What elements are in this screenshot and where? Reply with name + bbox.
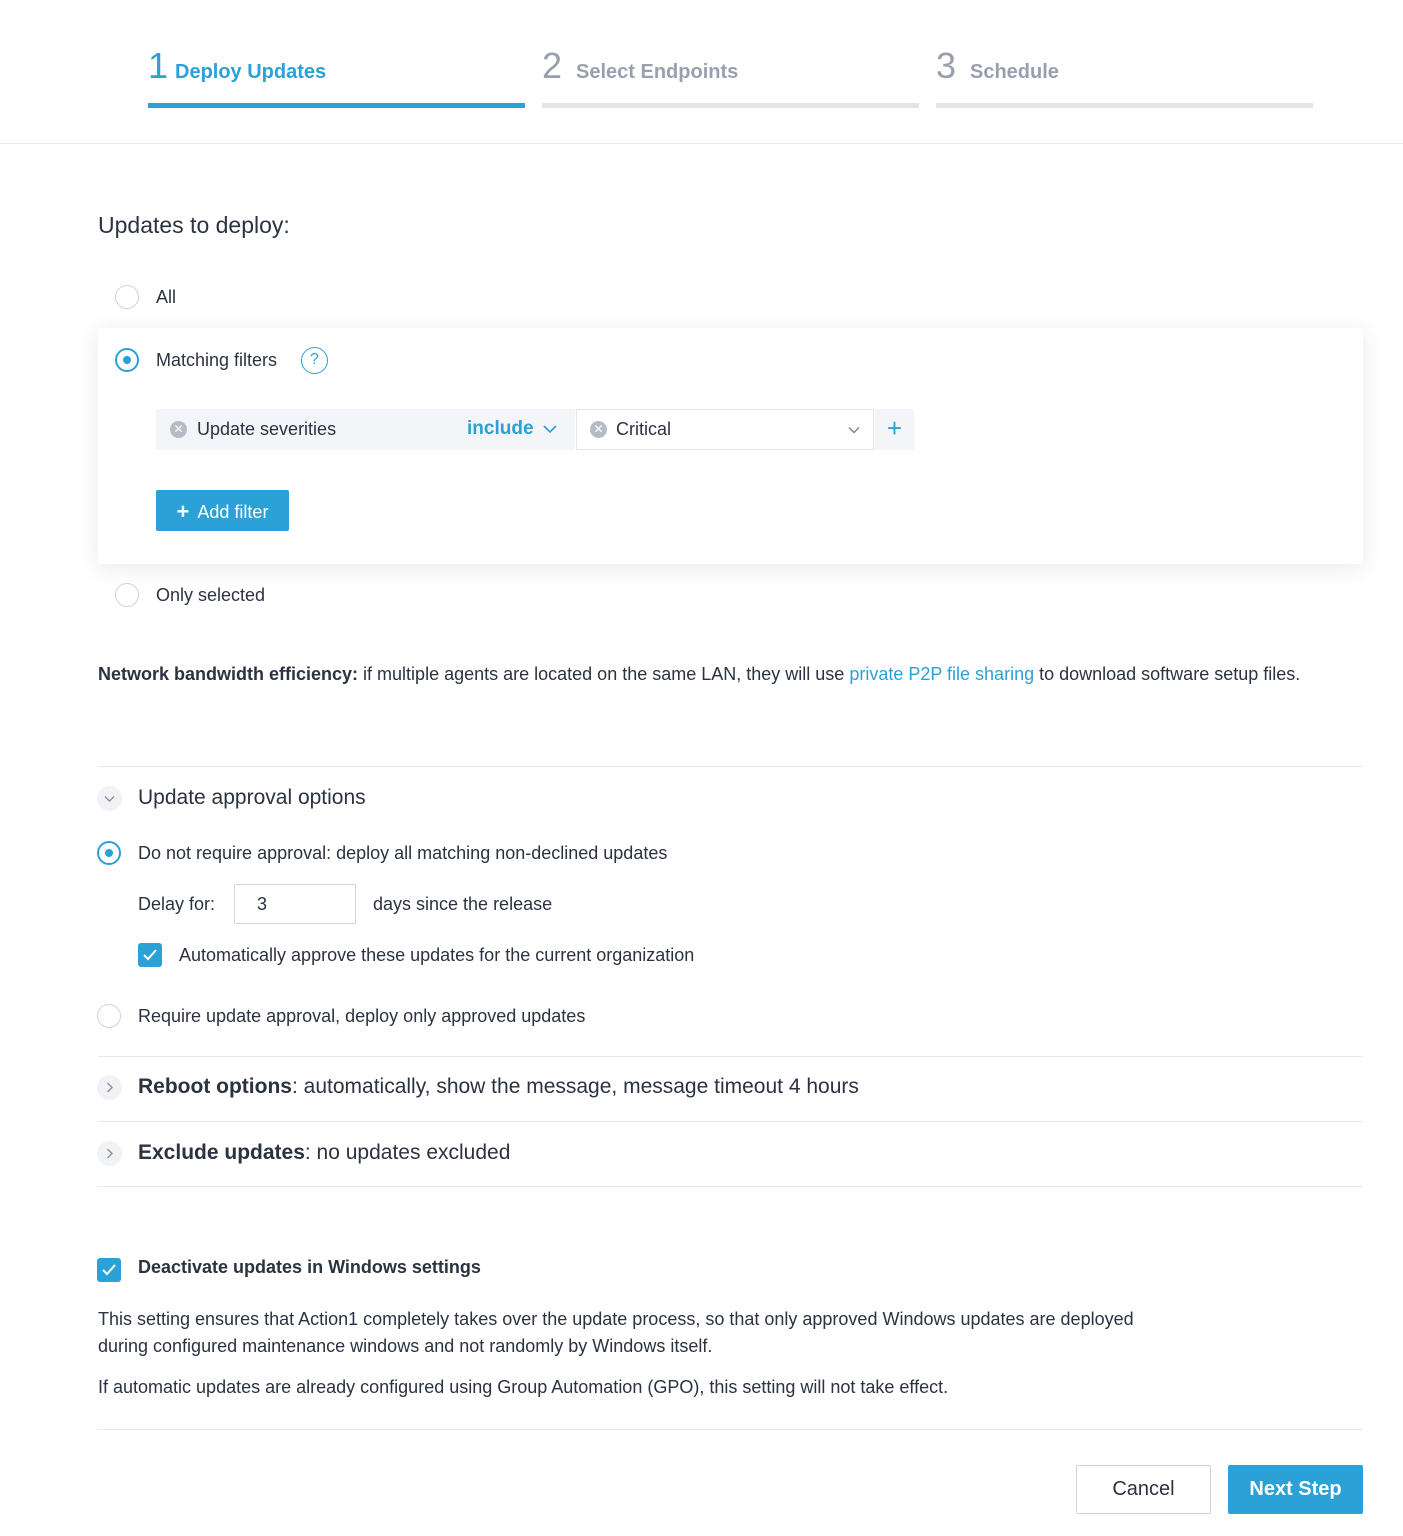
radio-no-approval-label: Do not require approval: deploy all matching non-declined updates: [138, 843, 668, 863]
chevron-down-icon: [103, 792, 116, 805]
chevron-down-icon: [542, 421, 558, 437]
step-progress-bar: [542, 103, 919, 108]
delay-suffix: days since the release: [373, 894, 553, 914]
delay-days-input[interactable]: [234, 884, 356, 924]
reboot-options-header[interactable]: [138, 1074, 859, 1100]
step-number: 2: [542, 45, 563, 86]
filter-field-label: Update severities: [197, 419, 337, 439]
divider: [98, 766, 1363, 767]
remove-value-icon[interactable]: ✕: [590, 421, 607, 438]
step-label: Schedule: [970, 61, 1059, 83]
radio-only-selected-label: Only selected: [156, 585, 266, 605]
exclude-updates-header[interactable]: [138, 1140, 510, 1166]
filter-operator-value: include: [467, 418, 534, 439]
approval-collapse-toggle[interactable]: [97, 786, 122, 811]
deactivate-description: This setting ensures that Action1 completely takes over the update process, so that only approved Windows updates are deployed during configured maintenance windows and not randomly by Windows itself.: [98, 1309, 1134, 1356]
filter-operator-dropdown[interactable]: [454, 409, 575, 450]
add-filter-button[interactable]: [156, 490, 289, 531]
chevron-right-icon: [103, 1081, 116, 1094]
auto-approve-label: Automatically approve these updates for the current organization: [179, 945, 695, 965]
radio-all-label: All: [156, 287, 177, 307]
auto-approve-checkbox[interactable]: [138, 943, 162, 967]
step-number: 1: [148, 45, 169, 86]
filter-value-dropdown[interactable]: [576, 409, 874, 450]
filter-field: [156, 409, 454, 450]
reboot-expand-toggle[interactable]: [97, 1075, 122, 1100]
add-value-button[interactable]: +: [875, 409, 914, 450]
step-deploy-updates[interactable]: [148, 46, 525, 108]
exclude-updates-title: Exclude updates: [138, 1141, 305, 1164]
bandwidth-text-after: to download software setup files.: [1034, 664, 1301, 684]
step-number: 3: [936, 45, 957, 86]
bandwidth-text-before: if multiple agents are located on the same LAN, they will use: [358, 664, 850, 684]
deactivate-windows-updates-checkbox[interactable]: [97, 1258, 121, 1282]
step-progress-bar: [936, 103, 1313, 108]
radio-all[interactable]: [115, 285, 139, 309]
deactivate-note: If automatic updates are already configured using Group Automation (GPO), this setting will not take effect.: [98, 1377, 949, 1397]
p2p-sharing-link[interactable]: private P2P file sharing: [849, 664, 1035, 684]
approval-options-title[interactable]: Update approval options: [138, 786, 366, 809]
chevron-down-icon: [846, 422, 862, 438]
step-progress-bar: [148, 103, 525, 108]
plus-icon: +: [176, 498, 190, 524]
exclude-updates-summary: : no updates excluded: [304, 1141, 511, 1164]
remove-filter-icon[interactable]: ✕: [170, 421, 187, 438]
updates-to-deploy-title: Updates to deploy:: [98, 212, 290, 238]
divider: [98, 1429, 1363, 1430]
delay-label: Delay for:: [138, 894, 216, 914]
radio-only-selected[interactable]: [115, 583, 139, 607]
cancel-button[interactable]: Cancel: [1076, 1465, 1211, 1514]
radio-no-approval[interactable]: [97, 841, 121, 865]
reboot-options-summary: : automatically, show the message, message timeout 4 hours: [291, 1075, 859, 1098]
exclude-expand-toggle[interactable]: [97, 1141, 122, 1166]
step-label: Deploy Updates: [175, 61, 327, 83]
bandwidth-info: [98, 661, 1363, 687]
radio-matching-filters[interactable]: [115, 348, 139, 372]
step-schedule[interactable]: [936, 46, 1313, 108]
chevron-right-icon: [103, 1147, 116, 1160]
divider: [98, 1056, 1363, 1057]
reboot-options-title: Reboot options: [138, 1075, 292, 1098]
radio-require-approval-label: Require update approval, deploy only approved updates: [138, 1006, 586, 1026]
help-icon[interactable]: ?: [301, 347, 328, 374]
step-select-endpoints[interactable]: [542, 46, 919, 108]
radio-matching-filters-label: Matching filters: [156, 350, 278, 370]
filter-value-label: Critical: [616, 419, 672, 439]
divider: [98, 1186, 1363, 1187]
step-label: Select Endpoints: [576, 61, 739, 83]
add-filter-label: Add filter: [197, 501, 269, 522]
bandwidth-label: Network bandwidth efficiency:: [98, 664, 359, 684]
radio-require-approval[interactable]: [97, 1004, 121, 1028]
divider: [98, 1121, 1363, 1122]
checkmark-icon: [101, 1263, 117, 1277]
deactivate-title: Deactivate updates in Windows settings: [138, 1257, 481, 1277]
checkmark-icon: [142, 948, 158, 962]
next-step-button[interactable]: Next Step: [1228, 1465, 1363, 1514]
wizard-stepper: [0, 0, 1403, 144]
